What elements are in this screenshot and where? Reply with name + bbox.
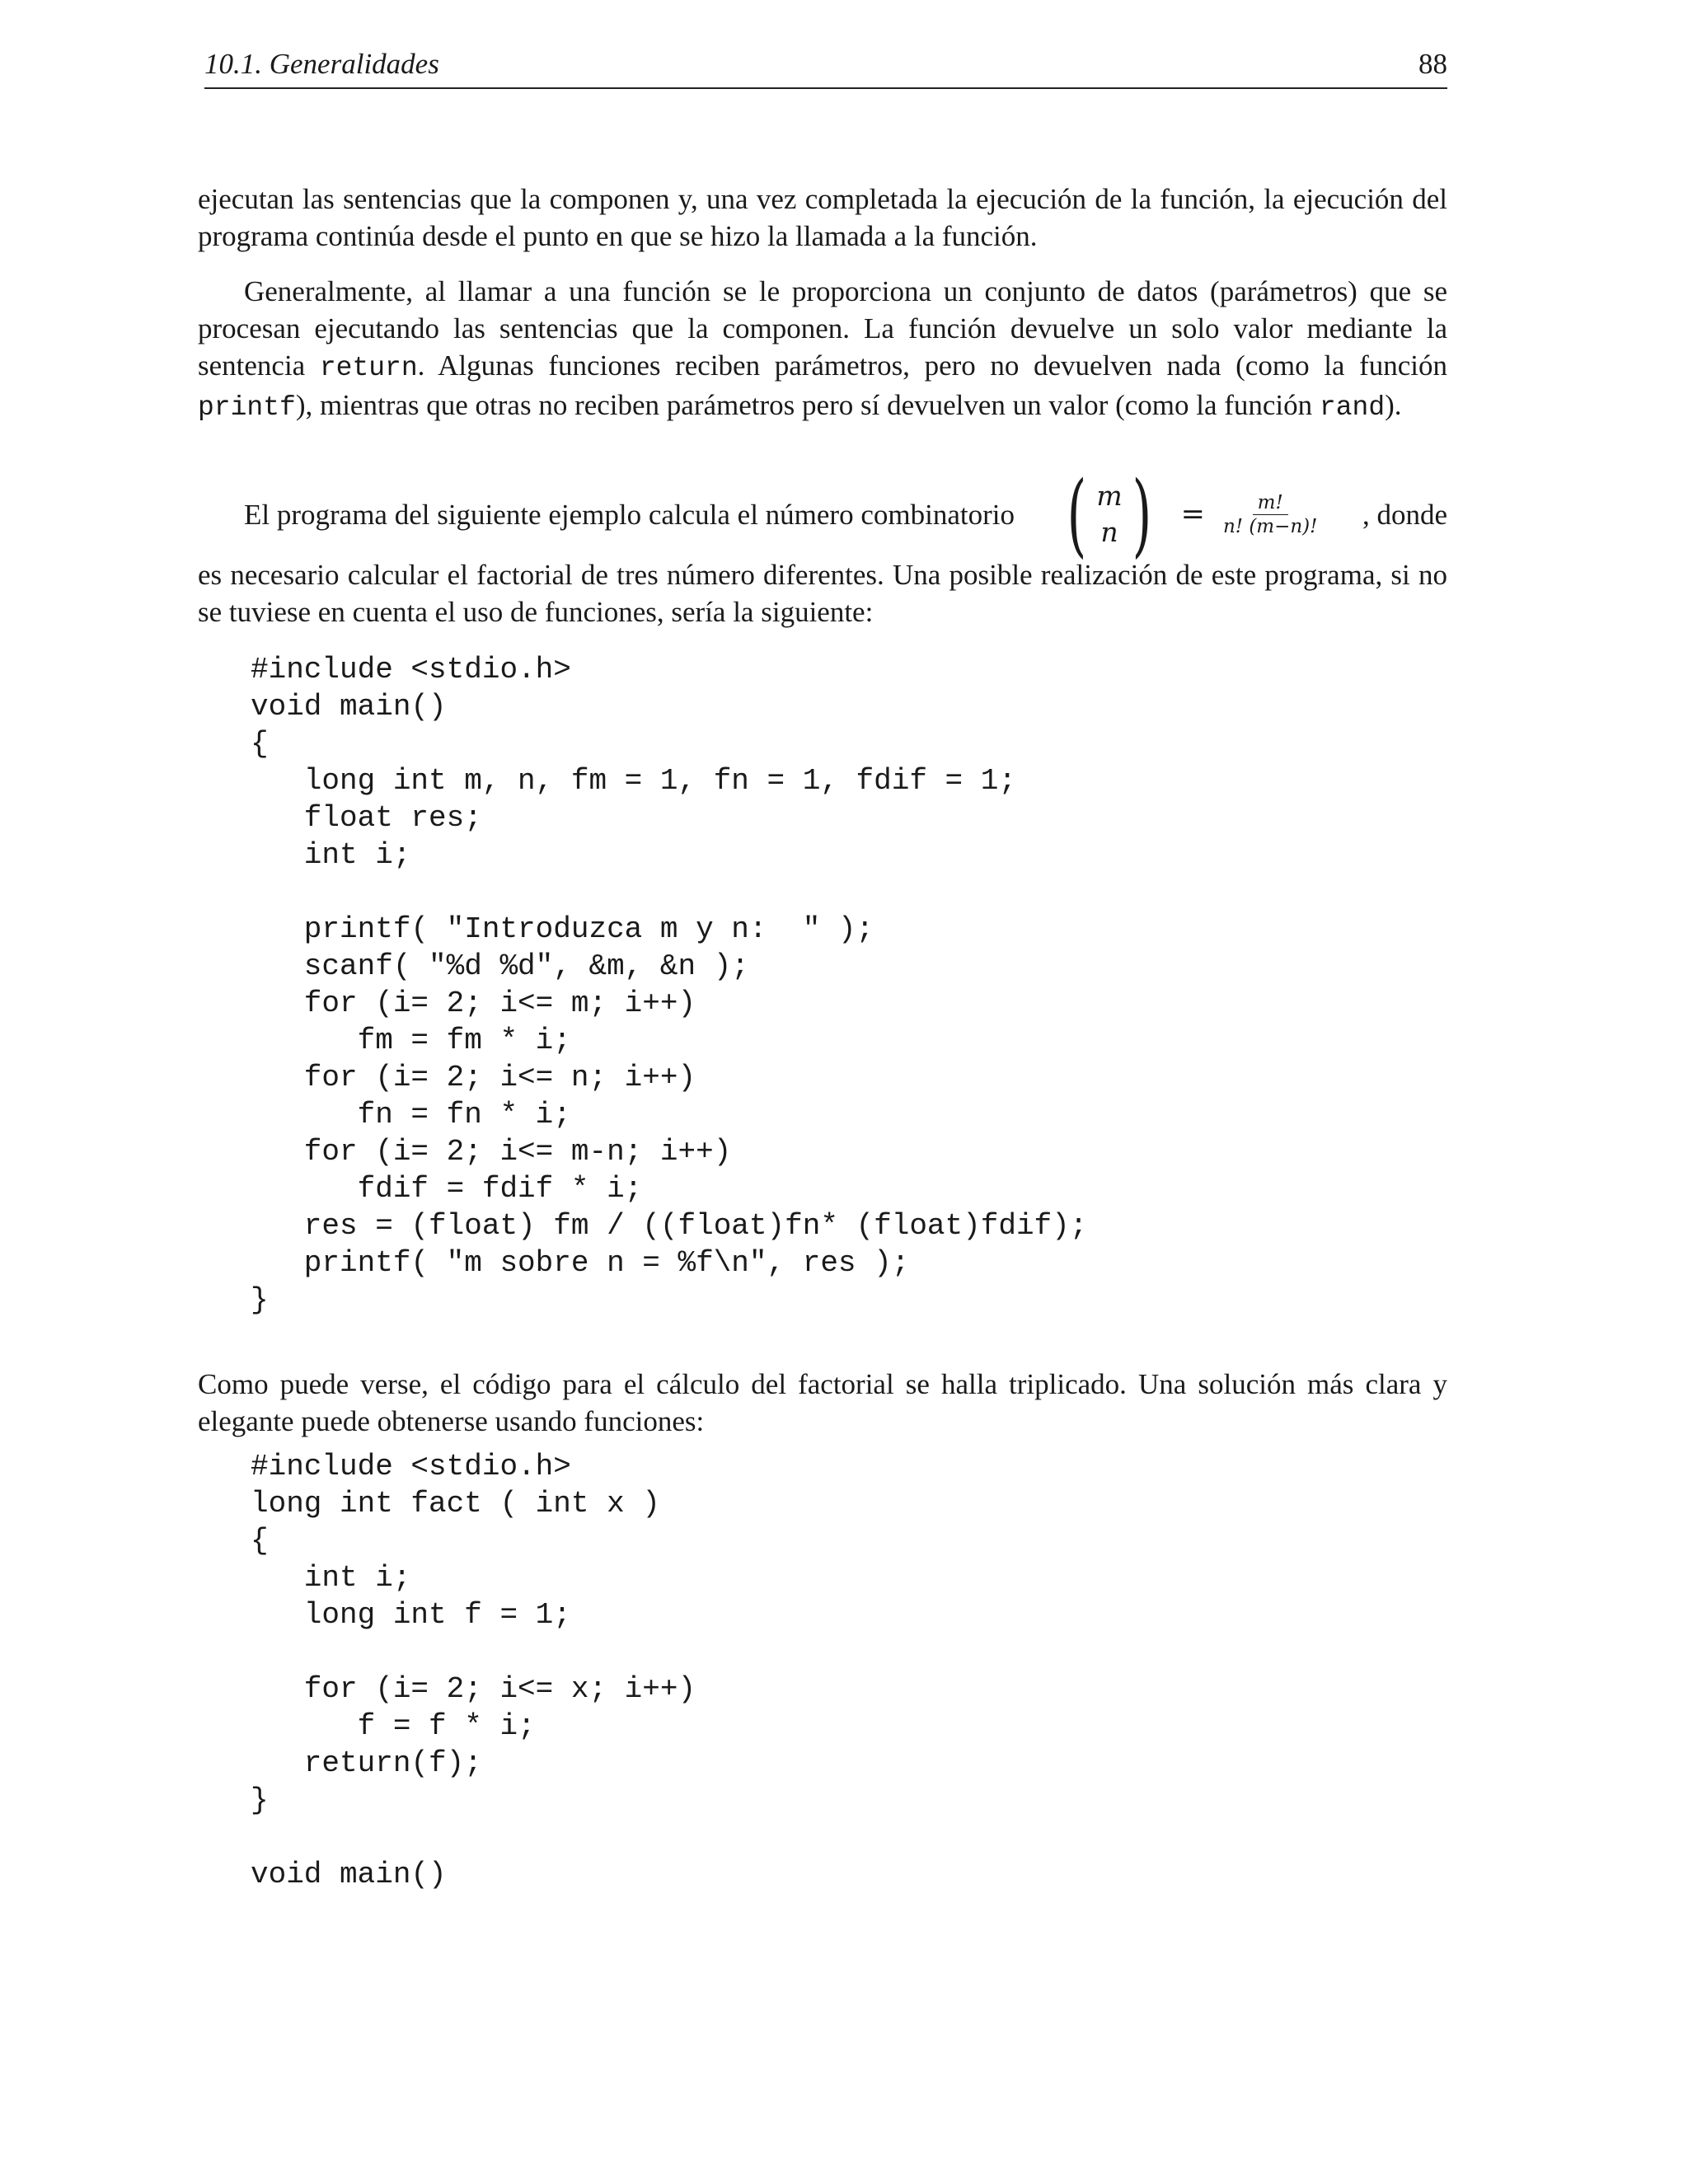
code-line: for (i= 2; i<= n; i++) xyxy=(251,1061,696,1094)
paragraph-2-text-b: . Algunas funciones reciben parámetros, pero no devuelven nada (como la función xyxy=(417,349,1447,382)
left-paren: ( xyxy=(1067,462,1087,567)
paragraph-4-text: Como puede verse, el código para el cálculo del factorial se halla triplicado. Una solución más clara y elegante puede obtenerse usando funciones: xyxy=(198,1368,1447,1437)
paragraph-2-text-d: ). xyxy=(1385,389,1402,421)
binomial-coefficient xyxy=(1059,462,1159,567)
formula-line xyxy=(198,462,1447,567)
code-line xyxy=(251,1633,696,1671)
code-line: } xyxy=(251,1283,269,1317)
paragraph-1-text: ejecutan las sentencias que la componen y, una vez completada la ejecución de la función, la ejecución del programa continúa desde el punto en que se hizo la llamada a la función. xyxy=(198,183,1447,252)
code-line: float res; xyxy=(251,801,482,835)
inline-code-printf: printf xyxy=(198,392,296,423)
binomial-formula xyxy=(1059,462,1318,567)
code-line: void main() xyxy=(251,690,447,724)
code-line: long int f = 1; xyxy=(251,1598,571,1632)
code-listing-2 xyxy=(251,1448,696,1893)
right-paren: ) xyxy=(1132,462,1151,567)
code-line: long int fact ( int x ) xyxy=(251,1487,660,1521)
code-line: for (i= 2; i<= m; i++) xyxy=(251,987,696,1020)
page-number: 88 xyxy=(1418,48,1447,80)
fraction xyxy=(1223,491,1317,538)
code-line: return(f); xyxy=(251,1746,482,1780)
code-listing-1 xyxy=(251,651,1087,1319)
paragraph-2 xyxy=(198,273,1447,426)
code-line: #include <stdio.h> xyxy=(251,653,571,687)
binomial-top: m xyxy=(1096,480,1123,512)
fraction-numerator: m! xyxy=(1253,491,1288,515)
code-line: long int m, n, fm = 1, fn = 1, fdif = 1; xyxy=(251,764,1016,798)
code-line: fn = fn * i; xyxy=(251,1098,571,1132)
code-line: for (i= 2; i<= m-n; i++) xyxy=(251,1135,732,1169)
paragraph-3-lead-text: El programa del siguiente ejemplo calcula el número combinatorio xyxy=(244,498,1015,531)
code-line: for (i= 2; i<= x; i++) xyxy=(251,1672,696,1706)
code-line: int i; xyxy=(251,838,411,872)
code-line: #include <stdio.h> xyxy=(251,1450,571,1483)
paragraph-4 xyxy=(198,1366,1447,1440)
code-line: res = (float) fm / ((float)fn* (float)fdif); xyxy=(251,1209,1088,1243)
paragraph-2-text xyxy=(198,273,1447,426)
binomial-bottom: n xyxy=(1100,516,1118,548)
paragraph-3 xyxy=(198,462,1447,630)
code-line xyxy=(251,1819,696,1856)
paragraph-3-tail: , donde xyxy=(1362,498,1447,531)
code-line: fm = fm * i; xyxy=(251,1024,571,1057)
code-line: f = f * i; xyxy=(251,1709,536,1743)
paragraph-1 xyxy=(198,180,1447,255)
code-line: int i; xyxy=(251,1561,411,1595)
paragraph-3-text: es necesario calcular el factorial de tres número diferentes. Una posible realización de este programa, si no se tuviese en cuenta el uso de funciones, sería la siguiente: xyxy=(198,559,1447,628)
code-line: { xyxy=(251,727,269,761)
running-header xyxy=(204,41,1447,89)
inline-code-rand: rand xyxy=(1319,392,1386,423)
code-line: } xyxy=(251,1783,269,1817)
equals-sign: = xyxy=(1180,497,1205,531)
code-line xyxy=(251,874,1087,911)
code-line: scanf( "%d %d", &m, &n ); xyxy=(251,949,749,983)
paragraph-3-lead xyxy=(198,496,1015,533)
paragraph-2-text-c: ), mientras que otras no reciben parámetros pero sí devuelven un valor (como la función xyxy=(295,389,1320,421)
code-line: { xyxy=(251,1524,269,1558)
code-line: printf( "m sobre n = %f\n", res ); xyxy=(251,1246,910,1280)
code-line: fdif = fdif * i; xyxy=(251,1172,643,1206)
section-title: 10.1. Generalidades xyxy=(204,48,439,80)
fraction-denominator: n! (m−n)! xyxy=(1222,515,1318,537)
code-line: void main() xyxy=(251,1858,447,1891)
inline-code-return: return xyxy=(319,353,418,383)
paragraph-2-text-a: Generalmente, al llamar a una función se le proporciona un conjunto de datos (parámetros) que se procesan ejecutando las sentencias que la componen. La función devuelve un solo valor mediante la sentencia xyxy=(198,275,1447,382)
code-line: printf( "Introduzca m y n: " ); xyxy=(251,912,874,946)
binomial-stack xyxy=(1095,478,1123,551)
